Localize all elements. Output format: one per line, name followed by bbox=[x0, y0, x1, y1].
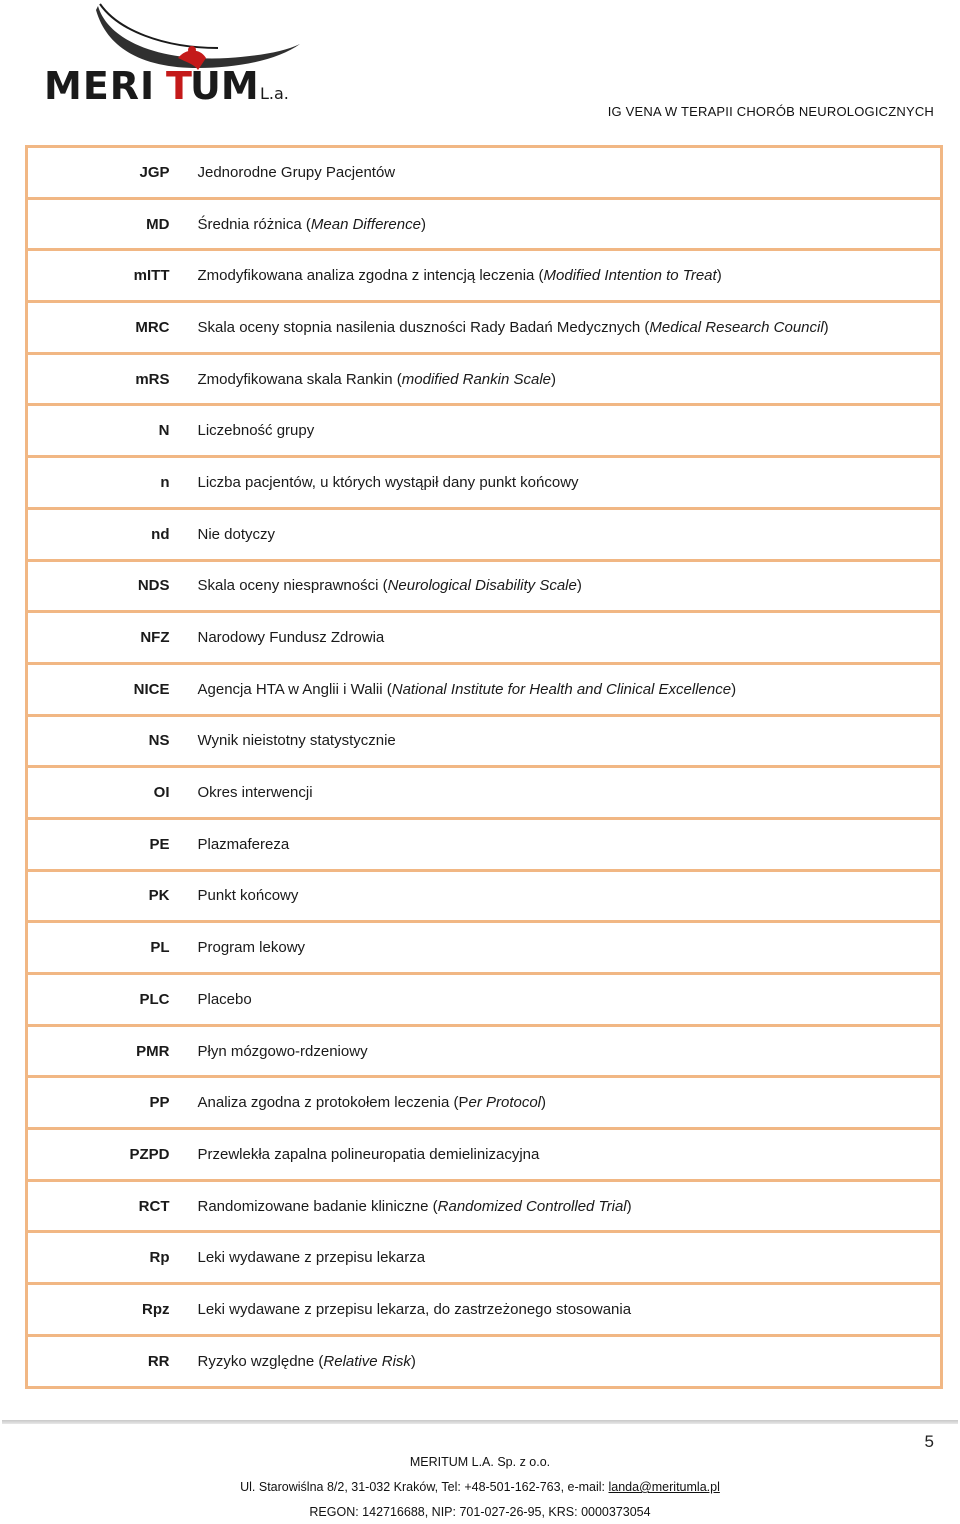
page-number: 5 bbox=[924, 1432, 934, 1451]
description-cell bbox=[182, 250, 942, 302]
table-row bbox=[27, 1335, 942, 1387]
abbreviation-cell: PLC bbox=[27, 974, 182, 1026]
description-segment: Randomizowane badanie kliniczne ( bbox=[197, 1197, 438, 1215]
table-row bbox=[27, 818, 942, 870]
abbreviation-cell: mITT bbox=[27, 250, 182, 302]
document-header-title: IG VENA W TERAPII CHORÓB NEUROLOGICZNYCH bbox=[607, 104, 934, 119]
table-row bbox=[27, 767, 942, 819]
description-segment: Ryzyko względne ( bbox=[197, 1352, 324, 1370]
abbreviation-cell: RCT bbox=[27, 1180, 182, 1232]
abbreviation-cell: PP bbox=[27, 1077, 182, 1129]
footer-address-text: Ul. Starowiślna 8/2, 31-032 Kraków, Tel: +48-501-162-763, e-mail: bbox=[240, 1480, 609, 1494]
description-segment: Program lekowy bbox=[197, 939, 306, 957]
abbreviation-cell: PK bbox=[27, 870, 182, 922]
abbreviation-cell: PL bbox=[27, 922, 182, 974]
description-segment: ) bbox=[410, 1352, 416, 1370]
description-italic-segment: National Institute for Health and Clinical Excellence bbox=[391, 680, 732, 698]
description-segment: ) bbox=[626, 1197, 632, 1215]
description-segment: Jednorodne Grupy Pacjentów bbox=[197, 163, 396, 181]
description-cell bbox=[182, 560, 942, 612]
description-italic-segment: Mean Difference bbox=[310, 215, 421, 233]
description-cell bbox=[182, 405, 942, 457]
description-italic-segment: Neurological Disability Scale bbox=[387, 577, 577, 595]
description-cell bbox=[182, 818, 942, 870]
abbreviation-cell: n bbox=[27, 457, 182, 509]
abbreviation-cell: nd bbox=[27, 508, 182, 560]
table-row bbox=[27, 250, 942, 302]
description-cell bbox=[182, 922, 942, 974]
description-segment: Liczebność grupy bbox=[197, 422, 315, 440]
table-row bbox=[27, 1077, 942, 1129]
description-segment: Analiza zgodna z protokołem leczenia (P bbox=[197, 1094, 469, 1112]
description-cell bbox=[182, 767, 942, 819]
abbreviation-cell: NS bbox=[27, 715, 182, 767]
table-row bbox=[27, 405, 942, 457]
description-cell bbox=[182, 1129, 942, 1181]
description-segment: Zmodyfikowana analiza zgodna z intencją leczenia ( bbox=[197, 267, 544, 285]
description-italic-segment: er Protocol bbox=[468, 1094, 542, 1112]
description-cell bbox=[182, 612, 942, 664]
table-row bbox=[27, 560, 942, 612]
description-cell bbox=[182, 1180, 942, 1232]
description-cell bbox=[182, 663, 942, 715]
description-cell bbox=[182, 715, 942, 767]
description-italic-segment: Relative Risk bbox=[323, 1352, 411, 1370]
table-row bbox=[27, 870, 942, 922]
description-cell bbox=[182, 147, 942, 199]
table-row bbox=[27, 1129, 942, 1181]
description-segment: ) bbox=[731, 680, 737, 698]
description-segment: ) bbox=[576, 577, 582, 595]
description-segment: Placebo bbox=[197, 990, 252, 1008]
footer-divider bbox=[2, 1420, 958, 1424]
abbreviation-cell: Rp bbox=[27, 1232, 182, 1284]
description-segment: Plazmafereza bbox=[197, 835, 290, 853]
abbreviation-cell: NFZ bbox=[27, 612, 182, 664]
description-italic-segment: Medical Research Council bbox=[649, 318, 824, 336]
description-segment: Leki wydawane z przepisu lekarza, do zastrzeżonego stosowania bbox=[197, 1300, 632, 1318]
svg-text:UM: UM bbox=[190, 64, 259, 108]
description-segment: Liczba pacjentów, u których wystąpił dany punkt końcowy bbox=[197, 473, 579, 491]
description-segment: ) bbox=[823, 318, 829, 336]
description-cell bbox=[182, 870, 942, 922]
table-row bbox=[27, 1284, 942, 1336]
description-segment: Leki wydawane z przepisu lekarza bbox=[197, 1249, 426, 1267]
footer-registry: REGON: 142716688, NIP: 701-027-26-95, KRS: 0000373054 bbox=[309, 1505, 651, 1519]
description-cell bbox=[182, 198, 942, 250]
description-cell bbox=[182, 353, 942, 405]
table-row bbox=[27, 147, 942, 199]
abbreviation-cell: MRC bbox=[27, 302, 182, 354]
table-row bbox=[27, 663, 942, 715]
description-segment: ) bbox=[420, 215, 426, 233]
description-segment: Płyn mózgowo-rdzeniowy bbox=[197, 1042, 368, 1060]
abbreviation-cell: NDS bbox=[27, 560, 182, 612]
table-row bbox=[27, 922, 942, 974]
abbreviation-cell: Rpz bbox=[27, 1284, 182, 1336]
footer-email-link[interactable]: landa@meritumla.pl bbox=[608, 1480, 720, 1494]
description-segment: Skala oceny niesprawności ( bbox=[197, 577, 388, 595]
table-row bbox=[27, 302, 942, 354]
table-row bbox=[27, 457, 942, 509]
table-row bbox=[27, 198, 942, 250]
description-cell bbox=[182, 1335, 942, 1387]
abbreviation-cell: mRS bbox=[27, 353, 182, 405]
abbreviation-cell: NICE bbox=[27, 663, 182, 715]
description-cell bbox=[182, 457, 942, 509]
abbreviation-cell: N bbox=[27, 405, 182, 457]
abbreviation-cell: PE bbox=[27, 818, 182, 870]
footer-address bbox=[0, 1480, 960, 1494]
description-segment: ) bbox=[716, 267, 722, 285]
description-segment: Wynik nieistotny statystycznie bbox=[197, 732, 396, 750]
svg-text:T: T bbox=[166, 64, 192, 108]
table-row bbox=[27, 715, 942, 767]
description-segment: Nie dotyczy bbox=[197, 525, 276, 543]
description-cell bbox=[182, 302, 942, 354]
description-cell bbox=[182, 508, 942, 560]
description-segment: Okres interwencji bbox=[197, 784, 313, 802]
abbreviation-cell: JGP bbox=[27, 147, 182, 199]
description-segment: Skala oceny stopnia nasilenia duszności Rady Badań Medycznych ( bbox=[197, 318, 650, 336]
table-row bbox=[27, 974, 942, 1026]
description-segment: ) bbox=[541, 1094, 547, 1112]
description-segment: Zmodyfikowana skala Rankin ( bbox=[197, 370, 402, 388]
abbreviation-cell: PZPD bbox=[27, 1129, 182, 1181]
description-italic-segment: Randomized Controlled Trial bbox=[437, 1197, 627, 1215]
svg-text:MERI: MERI bbox=[44, 64, 156, 108]
abbreviation-cell: OI bbox=[27, 767, 182, 819]
description-italic-segment: Modified Intention to Treat bbox=[543, 267, 717, 285]
table-row bbox=[27, 1180, 942, 1232]
svg-text:L.a.: L.a. bbox=[260, 84, 289, 103]
description-segment: Narodowy Fundusz Zdrowia bbox=[197, 629, 385, 647]
description-cell bbox=[182, 1232, 942, 1284]
description-segment: Przewlekła zapalna polineuropatia demielinizacyjna bbox=[197, 1145, 540, 1163]
description-cell bbox=[182, 1025, 942, 1077]
table-row bbox=[27, 1232, 942, 1284]
abbreviation-cell: PMR bbox=[27, 1025, 182, 1077]
description-cell bbox=[182, 1077, 942, 1129]
table-row bbox=[27, 1025, 942, 1077]
table-row bbox=[27, 353, 942, 405]
description-segment: Agencja HTA w Anglii i Walii ( bbox=[197, 680, 392, 698]
abbreviation-cell: RR bbox=[27, 1335, 182, 1387]
description-segment: Średnia różnica ( bbox=[197, 215, 311, 233]
description-cell bbox=[182, 974, 942, 1026]
description-italic-segment: modified Rankin Scale bbox=[401, 370, 552, 388]
company-logo bbox=[38, 0, 308, 108]
description-cell bbox=[182, 1284, 942, 1336]
abbreviation-cell: MD bbox=[27, 198, 182, 250]
table-row bbox=[27, 508, 942, 560]
footer-company: MERITUM L.A. Sp. z o.o. bbox=[409, 1455, 551, 1469]
description-segment: Punkt końcowy bbox=[197, 887, 299, 905]
logo-graphic bbox=[38, 0, 308, 108]
abbreviations-table bbox=[25, 145, 943, 1389]
table-row bbox=[27, 612, 942, 664]
description-segment: ) bbox=[551, 370, 557, 388]
